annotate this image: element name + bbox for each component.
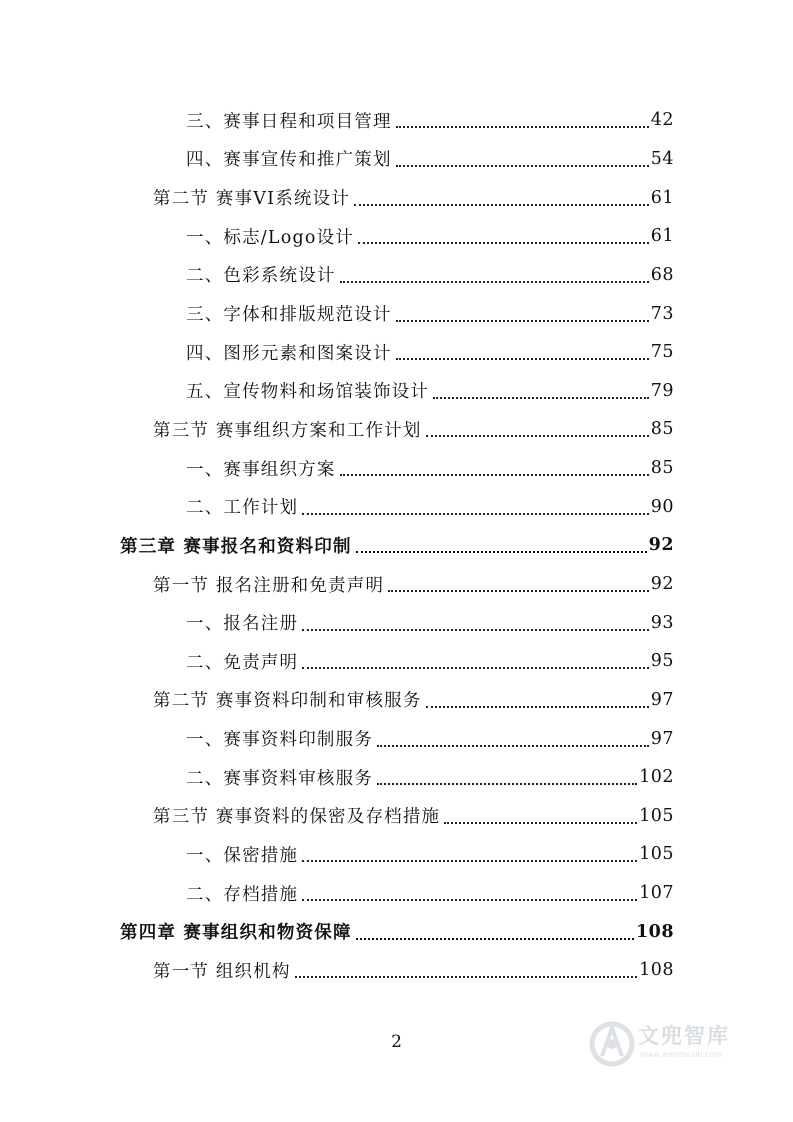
toc-entry-title: 一、报名注册 <box>186 614 299 635</box>
dot-leader <box>426 688 649 708</box>
dot-leader <box>396 147 649 167</box>
toc-entry-title: 一、标志/Logo设计 <box>186 227 354 248</box>
toc-entry-page: 93 <box>650 612 674 633</box>
toc-entry-title: 四、图形元素和图案设计 <box>186 343 392 364</box>
toc-entry-item[interactable] <box>0 140 793 179</box>
toc-entry-page: 108 <box>635 921 674 942</box>
dot-leader <box>433 379 649 399</box>
watermark-url: www.wendoulib.com <box>640 1050 723 1059</box>
toc-entry-item[interactable] <box>0 371 793 410</box>
toc-entry-page: 85 <box>650 419 674 440</box>
toc-entry-page: 95 <box>650 651 674 672</box>
dot-leader <box>396 302 649 322</box>
dot-leader <box>340 263 649 283</box>
watermark-brand-text: 文兜智库 <box>638 1024 730 1048</box>
toc-entry-item[interactable] <box>0 294 793 333</box>
toc-entry-chapter[interactable] <box>0 526 793 565</box>
toc-entry-item[interactable] <box>0 758 793 797</box>
toc-entry-page: 61 <box>650 187 674 208</box>
toc-entry-title: 第三节 赛事资料的保密及存档措施 <box>153 807 441 828</box>
toc-entry-page: 92 <box>650 574 674 594</box>
toc-entry-title: 第四章 赛事组织和物资保障 <box>120 923 352 944</box>
toc-entry-item[interactable] <box>0 835 793 874</box>
dot-leader <box>340 456 649 476</box>
toc-entry-title: 第二节 赛事VI系统设计 <box>153 189 351 210</box>
toc-entry-page: 90 <box>650 496 674 517</box>
toc-entry-page: 54 <box>650 148 674 169</box>
toc-entry-title: 二、存档措施 <box>186 884 299 905</box>
toc-entry-page: 73 <box>650 303 674 324</box>
toc-entry-title: 二、免责声明 <box>186 652 299 673</box>
dot-leader <box>358 224 649 244</box>
watermark-logo <box>588 1016 758 1076</box>
page-number: 2 <box>391 1032 402 1052</box>
dot-leader <box>302 881 637 901</box>
dot-leader <box>356 533 647 553</box>
dot-leader <box>396 108 649 128</box>
toc-entry-item[interactable] <box>0 874 793 913</box>
dot-leader <box>444 804 637 824</box>
toc-entry-page: 61 <box>650 226 674 247</box>
toc-entry-section[interactable] <box>0 565 793 604</box>
toc-entry-page: 75 <box>650 342 674 363</box>
toc-entry-item[interactable] <box>0 256 793 295</box>
toc-entry-title: 第三章 赛事报名和资料印制 <box>120 536 352 557</box>
toc-entry-chapter[interactable] <box>0 912 793 951</box>
toc-entry-title: 第一节 报名注册和免责声明 <box>153 575 385 596</box>
toc-entry-title: 第二节 赛事资料印制和审核服务 <box>153 691 422 712</box>
toc-entry-item[interactable] <box>0 449 793 488</box>
toc-entry-page: 85 <box>650 458 674 479</box>
toc-entry-title: 一、保密措施 <box>186 845 299 866</box>
toc-entry-item[interactable] <box>0 101 793 140</box>
toc-entry-page: 102 <box>639 767 674 788</box>
toc-entry-item[interactable] <box>0 642 793 681</box>
toc-entry-page: 92 <box>648 535 674 556</box>
toc-entry-title: 五、宣传物料和场馆装饰设计 <box>186 382 430 403</box>
toc-entry-page: 79 <box>650 380 674 401</box>
toc-entry-title: 二、工作计划 <box>186 498 299 519</box>
toc-entry-title: 四、赛事宣传和推广策划 <box>186 150 392 171</box>
dot-leader <box>396 340 649 360</box>
toc-entry-section[interactable] <box>0 178 793 217</box>
dot-leader <box>302 842 637 862</box>
toc-entry-title: 第三节 赛事组织方案和工作计划 <box>153 420 422 441</box>
toc-entry-section[interactable] <box>0 681 793 720</box>
toc-entry-page: 97 <box>650 689 674 710</box>
toc-entry-page: 105 <box>639 805 674 826</box>
toc-entry-title: 三、赛事日程和项目管理 <box>186 111 392 132</box>
dot-leader <box>377 765 637 785</box>
toc-entry-page: 97 <box>650 728 674 749</box>
brand-logo-icon <box>588 1016 636 1072</box>
toc-entry-section[interactable] <box>0 410 793 449</box>
dot-leader <box>302 649 649 669</box>
toc-entry-title: 一、赛事组织方案 <box>186 459 336 480</box>
toc-entry-title: 一、赛事资料印制服务 <box>186 730 373 751</box>
dot-leader <box>377 727 649 747</box>
toc-entry-title: 第一节 组织机构 <box>153 961 291 982</box>
toc-entry-item[interactable] <box>0 217 793 256</box>
toc-entry-item[interactable] <box>0 603 793 642</box>
dot-leader <box>356 920 634 940</box>
toc-entry-page: 68 <box>650 264 674 285</box>
dot-leader <box>426 417 649 437</box>
table-of-contents <box>0 101 793 990</box>
toc-entry-page: 107 <box>639 883 674 904</box>
toc-entry-page: 105 <box>639 844 674 865</box>
toc-entry-page: 108 <box>639 960 674 981</box>
toc-entry-item[interactable] <box>0 487 793 526</box>
toc-entry-item[interactable] <box>0 333 793 372</box>
toc-entry-title: 二、赛事资料审核服务 <box>186 768 373 789</box>
dot-leader <box>354 186 649 206</box>
dot-leader <box>295 958 637 978</box>
toc-entry-item[interactable] <box>0 719 793 758</box>
dot-leader <box>302 495 649 515</box>
toc-entry-section[interactable] <box>0 951 793 990</box>
dot-leader <box>302 611 649 631</box>
toc-entry-section[interactable] <box>0 797 793 836</box>
toc-entry-title: 三、字体和排版规范设计 <box>186 305 392 326</box>
toc-entry-page: 42 <box>650 110 674 131</box>
dot-leader <box>388 572 649 592</box>
toc-entry-title: 二、色彩系统设计 <box>186 266 336 287</box>
